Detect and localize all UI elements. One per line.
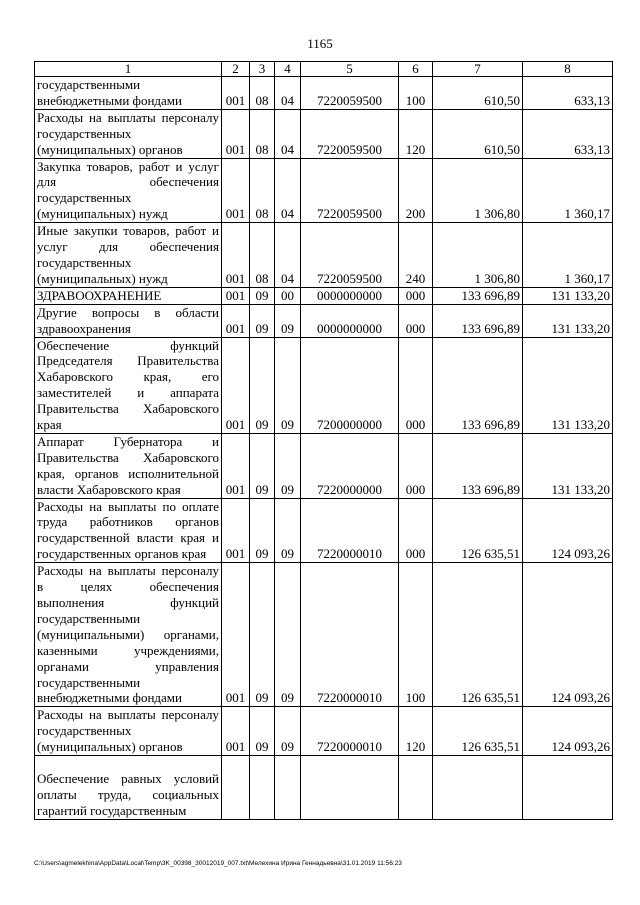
cell-code-4: 04 <box>275 77 301 110</box>
cell-code-2: 001 <box>222 287 250 304</box>
row-name: Расходы на выплаты персоналу государственных (муниципальных) органов <box>35 109 222 158</box>
cell-code-4: 04 <box>275 109 301 158</box>
row-name: Обеспечение равных условий оплаты труда, социальных гарантий государственным <box>35 756 222 820</box>
cell-code-3: 09 <box>250 498 275 563</box>
cell-code-3: 08 <box>250 109 275 158</box>
cell-code-6: 000 <box>399 337 433 433</box>
column-header: 3 <box>250 62 275 77</box>
column-header: 7 <box>433 62 523 77</box>
cell-code-4: 09 <box>275 707 301 756</box>
cell-code-5: 7220059500 <box>301 77 399 110</box>
budget-table <box>34 61 613 820</box>
cell-amount-7: 1 306,80 <box>433 223 523 288</box>
cell-code-4: 04 <box>275 223 301 288</box>
cell-amount-8: 131 133,20 <box>523 337 613 433</box>
cell-amount-7: 133 696,89 <box>433 433 523 498</box>
cell-code-6: 000 <box>399 287 433 304</box>
table-row <box>35 223 613 288</box>
cell-code-2: 001 <box>222 223 250 288</box>
cell-code-6: 120 <box>399 707 433 756</box>
cell-code-3: 09 <box>250 337 275 433</box>
column-header: 1 <box>35 62 222 77</box>
cell-code-3: 09 <box>250 433 275 498</box>
row-name: Расходы на выплаты персоналу в целях обеспечения выполнения функций государственными (муниципальными) органами, казенными учреждениями, органами управления государственными внебюджетными фондами <box>35 563 222 707</box>
cell-code-3: 09 <box>250 707 275 756</box>
cell-code-3: 08 <box>250 223 275 288</box>
cell-code-5: 0000000000 <box>301 304 399 337</box>
cell-code-4: 09 <box>275 498 301 563</box>
cell-code-2: 001 <box>222 304 250 337</box>
column-header: 6 <box>399 62 433 77</box>
cell-amount-7: 133 696,89 <box>433 287 523 304</box>
cell-amount-7: 133 696,89 <box>433 304 523 337</box>
cell-code-4: 04 <box>275 158 301 223</box>
table-header-row <box>35 62 613 77</box>
cell-amount-7: 610,50 <box>433 77 523 110</box>
cell-amount-8: 124 093,26 <box>523 498 613 563</box>
cell-code-5: 7220000000 <box>301 433 399 498</box>
table-row <box>35 109 613 158</box>
cell-amount-8 <box>523 756 613 820</box>
cell-code-2: 001 <box>222 707 250 756</box>
cell-amount-8: 124 093,26 <box>523 563 613 707</box>
table-row <box>35 337 613 433</box>
cell-code-2: 001 <box>222 498 250 563</box>
row-name: Закупка товаров, работ и услуг для обеспечения государственных (муниципальных) нужд <box>35 158 222 223</box>
cell-code-4: 09 <box>275 563 301 707</box>
row-name: Иные закупки товаров, работ и услуг для обеспечения государственных (муниципальных) нужд <box>35 223 222 288</box>
cell-code-5: 0000000000 <box>301 287 399 304</box>
cell-code-2: 001 <box>222 563 250 707</box>
table-row <box>35 304 613 337</box>
cell-code-4: 00 <box>275 287 301 304</box>
cell-code-4: 09 <box>275 304 301 337</box>
row-name: Обеспечение функций Председателя Правительства Хабаровского края, его заместителей и аппарата Правительства Хабаровского края <box>35 337 222 433</box>
cell-amount-8: 131 133,20 <box>523 433 613 498</box>
cell-code-3 <box>250 756 275 820</box>
cell-code-6: 000 <box>399 498 433 563</box>
column-header: 8 <box>523 62 613 77</box>
cell-amount-8: 1 360,17 <box>523 158 613 223</box>
cell-code-2 <box>222 756 250 820</box>
cell-code-2: 001 <box>222 337 250 433</box>
cell-code-6 <box>399 756 433 820</box>
page-number: 1165 <box>307 36 333 51</box>
table-row <box>35 498 613 563</box>
cell-code-6: 200 <box>399 158 433 223</box>
cell-code-5: 7220059500 <box>301 109 399 158</box>
cell-amount-8: 131 133,20 <box>523 304 613 337</box>
table-row <box>35 563 613 707</box>
cell-code-2: 001 <box>222 158 250 223</box>
cell-code-2: 001 <box>222 77 250 110</box>
column-header: 5 <box>301 62 399 77</box>
column-header: 4 <box>275 62 301 77</box>
cell-amount-7: 126 635,51 <box>433 707 523 756</box>
cell-amount-7: 1 306,80 <box>433 158 523 223</box>
cell-amount-7 <box>433 756 523 820</box>
cell-code-3: 09 <box>250 563 275 707</box>
cell-amount-8: 124 093,26 <box>523 707 613 756</box>
cell-code-6: 120 <box>399 109 433 158</box>
column-header: 2 <box>222 62 250 77</box>
cell-code-6: 100 <box>399 77 433 110</box>
cell-code-6: 100 <box>399 563 433 707</box>
cell-code-2: 001 <box>222 109 250 158</box>
table-row <box>35 158 613 223</box>
cell-code-6: 240 <box>399 223 433 288</box>
cell-amount-7: 133 696,89 <box>433 337 523 433</box>
cell-amount-7: 126 635,51 <box>433 563 523 707</box>
table-row <box>35 707 613 756</box>
cell-amount-8: 633,13 <box>523 77 613 110</box>
row-name: ЗДРАВООХРАНЕНИЕ <box>35 287 222 304</box>
cell-code-5: 7220000010 <box>301 707 399 756</box>
table-row <box>35 77 613 110</box>
row-name: Расходы на выплаты по оплате труда работников органов государственной власти края и государственных органов края <box>35 498 222 563</box>
cell-amount-8: 633,13 <box>523 109 613 158</box>
cell-code-3: 08 <box>250 158 275 223</box>
table-row <box>35 756 613 820</box>
cell-code-5 <box>301 756 399 820</box>
cell-code-4: 09 <box>275 337 301 433</box>
footer-file-path: C:\Users\agmelekhina\AppData\Local\Temp\3K_00398_30012019_007.txt\Мелехина Ирина Геннадьевна\31.01.2019 11:56:23 <box>34 860 402 867</box>
cell-code-5: 7220059500 <box>301 223 399 288</box>
cell-amount-7: 610,50 <box>433 109 523 158</box>
cell-amount-8: 131 133,20 <box>523 287 613 304</box>
cell-amount-7: 126 635,51 <box>433 498 523 563</box>
cell-code-3: 09 <box>250 304 275 337</box>
cell-code-5: 7220000010 <box>301 563 399 707</box>
cell-code-6: 000 <box>399 433 433 498</box>
cell-code-3: 09 <box>250 287 275 304</box>
cell-code-6: 000 <box>399 304 433 337</box>
row-name: Другие вопросы в области здравоохранения <box>35 304 222 337</box>
cell-code-2: 001 <box>222 433 250 498</box>
table-row <box>35 287 613 304</box>
cell-code-5: 7200000000 <box>301 337 399 433</box>
cell-code-5: 7220059500 <box>301 158 399 223</box>
cell-code-3: 08 <box>250 77 275 110</box>
row-name: государственными внебюджетными фондами <box>35 77 222 110</box>
cell-code-5: 7220000010 <box>301 498 399 563</box>
table-row <box>35 433 613 498</box>
row-name: Аппарат Губернатора и Правительства Хабаровского края, органов исполнительной власти Хабаровского края <box>35 433 222 498</box>
cell-amount-8: 1 360,17 <box>523 223 613 288</box>
cell-code-4 <box>275 756 301 820</box>
cell-code-4: 09 <box>275 433 301 498</box>
row-name: Расходы на выплаты персоналу государственных (муниципальных) органов <box>35 707 222 756</box>
